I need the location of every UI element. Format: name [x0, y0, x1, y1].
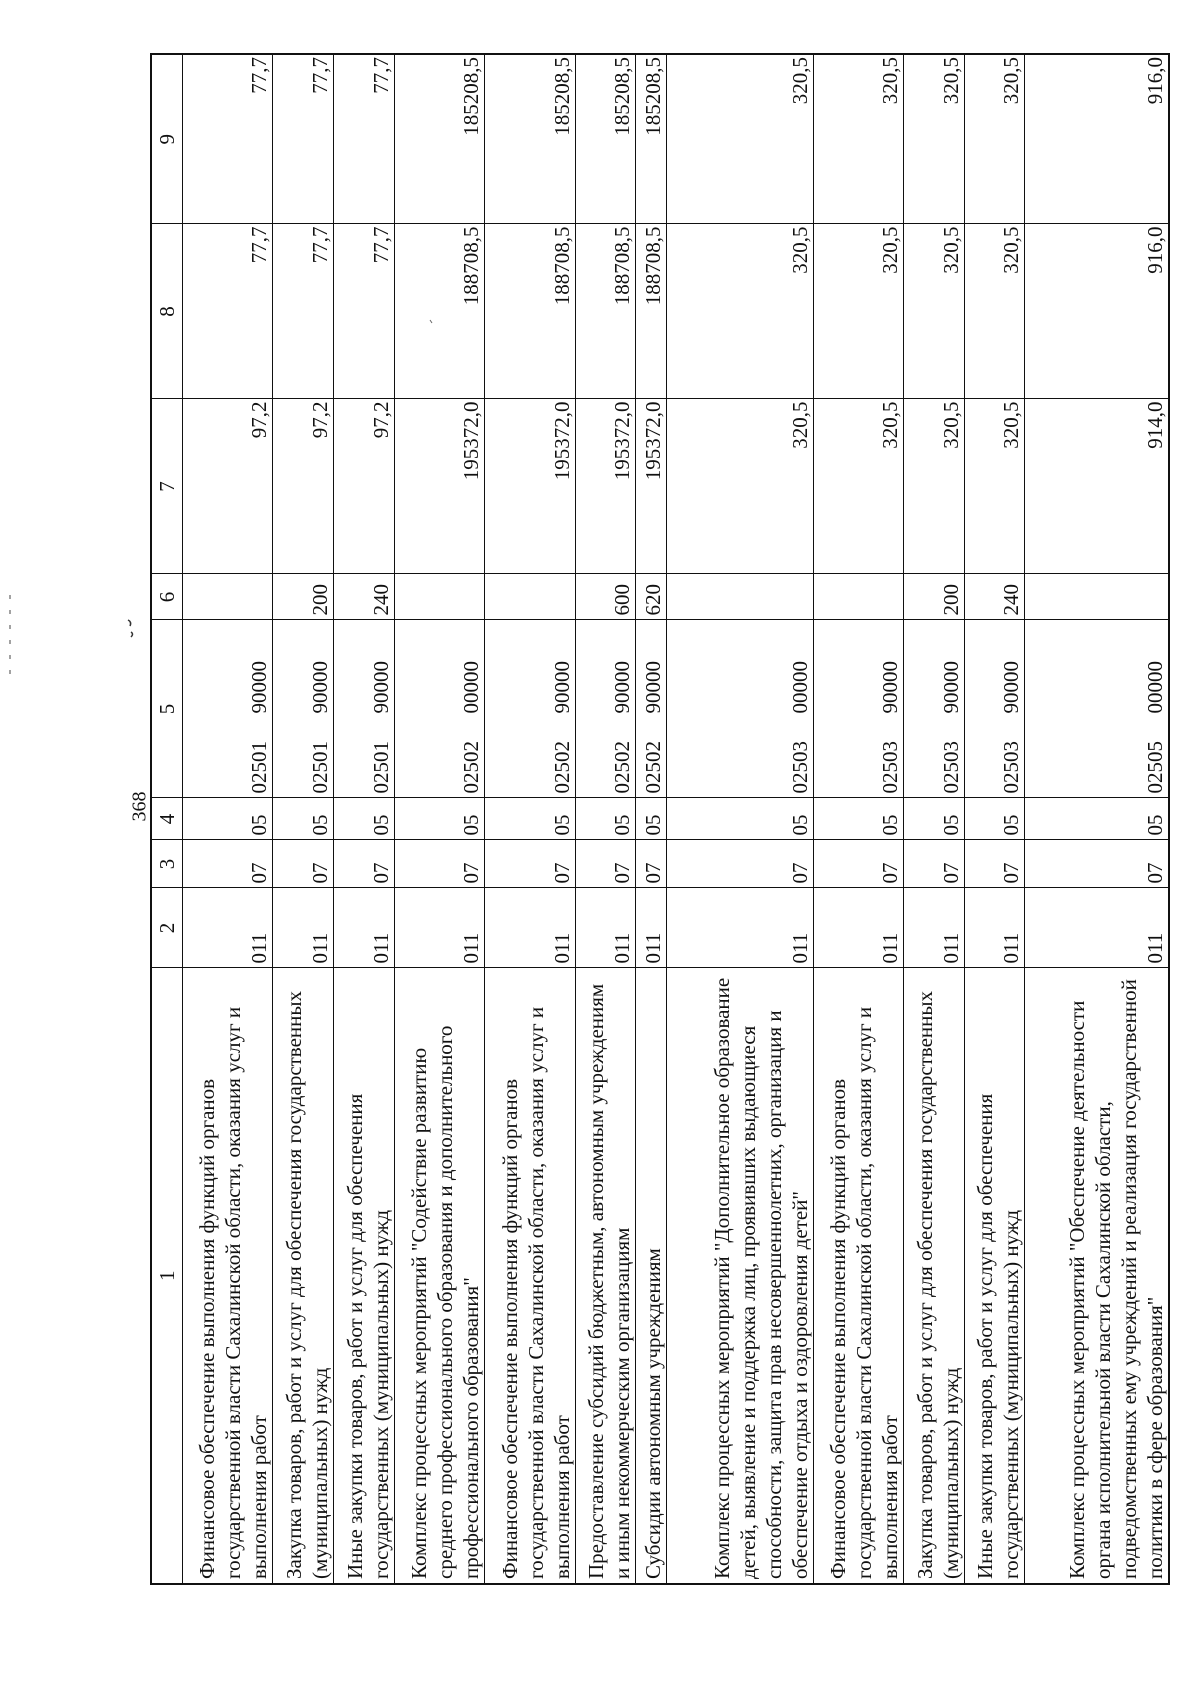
cell-5: [903, 620, 964, 798]
cell-7: 97,2: [273, 399, 334, 574]
cell-3: 07: [636, 840, 667, 888]
cell-4: 05: [485, 798, 575, 840]
cell-5: [183, 620, 273, 798]
table-row: [1025, 54, 1169, 1584]
cell-5-direction: 90000: [308, 661, 333, 714]
cell-4: 05: [636, 798, 667, 840]
cell-9: 916,0: [1025, 54, 1169, 224]
page-number: 368: [128, 791, 151, 822]
cell-3: 07: [485, 840, 575, 888]
cell-6: [1025, 574, 1169, 620]
cell-7: 320,5: [813, 399, 903, 574]
cell-2: 011: [273, 888, 334, 968]
cell-9: 320,5: [903, 54, 964, 224]
cell-5: [575, 620, 636, 798]
cell-8: 320,5: [667, 224, 813, 399]
cell-5-program: 02503: [999, 741, 1024, 794]
cell-6: [394, 574, 484, 620]
cell-5: [636, 620, 667, 798]
cell-7: 320,5: [903, 399, 964, 574]
cell-5: [813, 620, 903, 798]
cell-6: 200: [273, 574, 334, 620]
cell-9: 185208,5: [575, 54, 636, 224]
cell-8: 188708,5: [394, 224, 484, 399]
row-name: Закупка товаров, работ и услуг для обеспечения государственных (муниципальных) нужд: [903, 968, 964, 1584]
cell-5: [964, 620, 1025, 798]
cell-2: 011: [575, 888, 636, 968]
cell-4: 05: [273, 798, 334, 840]
table-row: [964, 54, 1025, 1584]
cell-7: 97,2: [334, 399, 395, 574]
table-row: [334, 54, 395, 1584]
budget-table: [150, 53, 1170, 1585]
cell-8: 77,7: [334, 224, 395, 399]
cell-5-direction: 90000: [247, 661, 272, 714]
cell-7: 195372,0: [575, 399, 636, 574]
cell-9: 77,7: [183, 54, 273, 224]
cell-2: 011: [485, 888, 575, 968]
rotated-table-container: [150, 55, 1170, 1585]
table-row: [485, 54, 575, 1584]
row-name: Финансовое обеспечение выполнения функций органов государственной власти Сахалинской области, оказания услуг и выполнения работ: [485, 968, 575, 1584]
cell-7: 320,5: [667, 399, 813, 574]
header-cell: 1: [151, 968, 183, 1584]
cell-5-program: 02501: [247, 741, 272, 794]
cell-2: 011: [964, 888, 1025, 968]
cell-5-direction: 90000: [999, 661, 1024, 714]
cell-2: 011: [667, 888, 813, 968]
cell-8: 77,7: [183, 224, 273, 399]
cell-4: 05: [1025, 798, 1169, 840]
row-name: Субсидии автономным учреждениям: [636, 968, 667, 1584]
cell-9: 185208,5: [394, 54, 484, 224]
cell-4: 05: [575, 798, 636, 840]
cell-5-direction: 90000: [641, 661, 666, 714]
cell-3: 07: [1025, 840, 1169, 888]
cell-7: 195372,0: [485, 399, 575, 574]
table-row: [813, 54, 903, 1584]
cell-2: 011: [813, 888, 903, 968]
table-row: [575, 54, 636, 1584]
cell-5: [394, 620, 484, 798]
cell-4: 05: [334, 798, 395, 840]
cell-4: 05: [667, 798, 813, 840]
cell-2: 011: [1025, 888, 1169, 968]
cell-5-program: 02503: [877, 741, 902, 794]
cell-3: 07: [813, 840, 903, 888]
cell-8: 188708,5: [636, 224, 667, 399]
table-row: [394, 54, 484, 1584]
cell-3: 07: [183, 840, 273, 888]
cell-5-direction: 90000: [938, 661, 963, 714]
header-cell: 8: [151, 224, 183, 399]
cell-5: [334, 620, 395, 798]
cell-9: 185208,5: [485, 54, 575, 224]
header-cell: 5: [151, 620, 183, 798]
cell-3: 07: [575, 840, 636, 888]
row-name: Закупка товаров, работ и услуг для обеспечения государственных (муниципальных) нужд: [273, 968, 334, 1584]
cell-6: [485, 574, 575, 620]
cell-4: 05: [903, 798, 964, 840]
cell-5-direction: 00000: [787, 661, 812, 714]
cell-6: 600: [575, 574, 636, 620]
cell-9: 320,5: [667, 54, 813, 224]
cell-5-direction: 00000: [1143, 661, 1167, 714]
table-row: [273, 54, 334, 1584]
cell-4: 05: [394, 798, 484, 840]
cell-6: 200: [903, 574, 964, 620]
table-row: [183, 54, 273, 1584]
row-name: Финансовое обеспечение выполнения функций органов государственной власти Сахалинской области, оказания услуг и выполнения работ: [183, 968, 273, 1584]
cell-9: 320,5: [964, 54, 1025, 224]
cell-3: 07: [667, 840, 813, 888]
cell-5-direction: 90000: [877, 661, 902, 714]
cell-5-program: 02502: [641, 741, 666, 794]
table-row: [636, 54, 667, 1584]
header-cell: 7: [151, 399, 183, 574]
row-name: Комплекс процессных мероприятий "Содействие развитию среднего профессионального образования и дополнительного профессионального образования": [394, 968, 484, 1584]
cell-9: 77,7: [334, 54, 395, 224]
cell-2: 011: [636, 888, 667, 968]
cell-5: [273, 620, 334, 798]
row-name: Финансовое обеспечение выполнения функций органов государственной власти Сахалинской области, оказания услуг и выполнения работ: [813, 968, 903, 1584]
header-cell: 2: [151, 888, 183, 968]
cell-5-program: 02505: [1143, 741, 1167, 794]
cell-5: [485, 620, 575, 798]
cell-5-direction: 00000: [459, 661, 484, 714]
header-cell: 3: [151, 840, 183, 888]
cell-2: 011: [183, 888, 273, 968]
row-name: Иные закупки товаров, работ и услуг для обеспечения государственных (муниципальных) нужд: [964, 968, 1025, 1584]
cell-3: 07: [334, 840, 395, 888]
cell-9: 320,5: [813, 54, 903, 224]
cell-8: 77,7: [273, 224, 334, 399]
cell-7: 195372,0: [394, 399, 484, 574]
cell-4: 05: [813, 798, 903, 840]
row-name: Комплекс процессных мероприятий "Обеспечение деятельности органа исполнительной власти Сахалинской области, подведомственных ему учреждений и реализация государственной политики в сфере образования": [1025, 968, 1169, 1584]
cell-8: 320,5: [964, 224, 1025, 399]
cell-4: 05: [183, 798, 273, 840]
cell-2: 011: [334, 888, 395, 968]
row-name: Предоставление субсидий бюджетным, автономным учреждениям и иным некоммерческим организациям: [575, 968, 636, 1584]
cell-8: 188708,5: [575, 224, 636, 399]
cell-5-program: 02502: [549, 741, 574, 794]
cell-3: 07: [273, 840, 334, 888]
row-name: Иные закупки товаров, работ и услуг для обеспечения государственных (муниципальных) нужд: [334, 968, 395, 1584]
cell-8: 320,5: [813, 224, 903, 399]
header-cell: 4: [151, 798, 183, 840]
cell-5-program: 02503: [787, 741, 812, 794]
cell-6: 620: [636, 574, 667, 620]
cell-6: 240: [334, 574, 395, 620]
cell-5-program: 02501: [308, 741, 333, 794]
cell-7: 195372,0: [636, 399, 667, 574]
cell-3: 07: [964, 840, 1025, 888]
cell-2: 011: [394, 888, 484, 968]
cell-3: 07: [394, 840, 484, 888]
cell-5: [667, 620, 813, 798]
cell-5: [1025, 620, 1169, 798]
cell-5-direction: 90000: [549, 661, 574, 714]
cell-9: 77,7: [273, 54, 334, 224]
header-row: [151, 54, 183, 1584]
cell-5-direction: 90000: [368, 661, 393, 714]
cell-5-program: 02501: [368, 741, 393, 794]
cell-9: 185208,5: [636, 54, 667, 224]
table-row: [667, 54, 813, 1584]
cell-5-program: 02502: [610, 741, 635, 794]
cell-4: 05: [964, 798, 1025, 840]
cell-5-direction: 90000: [610, 661, 635, 714]
cell-6: [667, 574, 813, 620]
cell-6: [813, 574, 903, 620]
cell-8: 916,0: [1025, 224, 1169, 399]
cell-7: 97,2: [183, 399, 273, 574]
cell-7: 320,5: [964, 399, 1025, 574]
cell-6: 240: [964, 574, 1025, 620]
row-name: Комплекс процессных мероприятий "Дополнительное образование детей, выявление и поддержка лиц, проявивших выдающиеся способности, защита прав несовершеннолетних, организация и обеспечение отдыха и оздоровления детей": [667, 968, 813, 1584]
header-cell: 6: [151, 574, 183, 620]
cell-6: [183, 574, 273, 620]
cell-8: 320,5: [903, 224, 964, 399]
cell-2: 011: [903, 888, 964, 968]
header-cell: 9: [151, 54, 183, 224]
table-row: [903, 54, 964, 1584]
cell-3: 07: [903, 840, 964, 888]
cell-7: 914,0: [1025, 399, 1169, 574]
cell-5-program: 02503: [938, 741, 963, 794]
cell-8: 188708,5: [485, 224, 575, 399]
cell-5-program: 02502: [459, 741, 484, 794]
